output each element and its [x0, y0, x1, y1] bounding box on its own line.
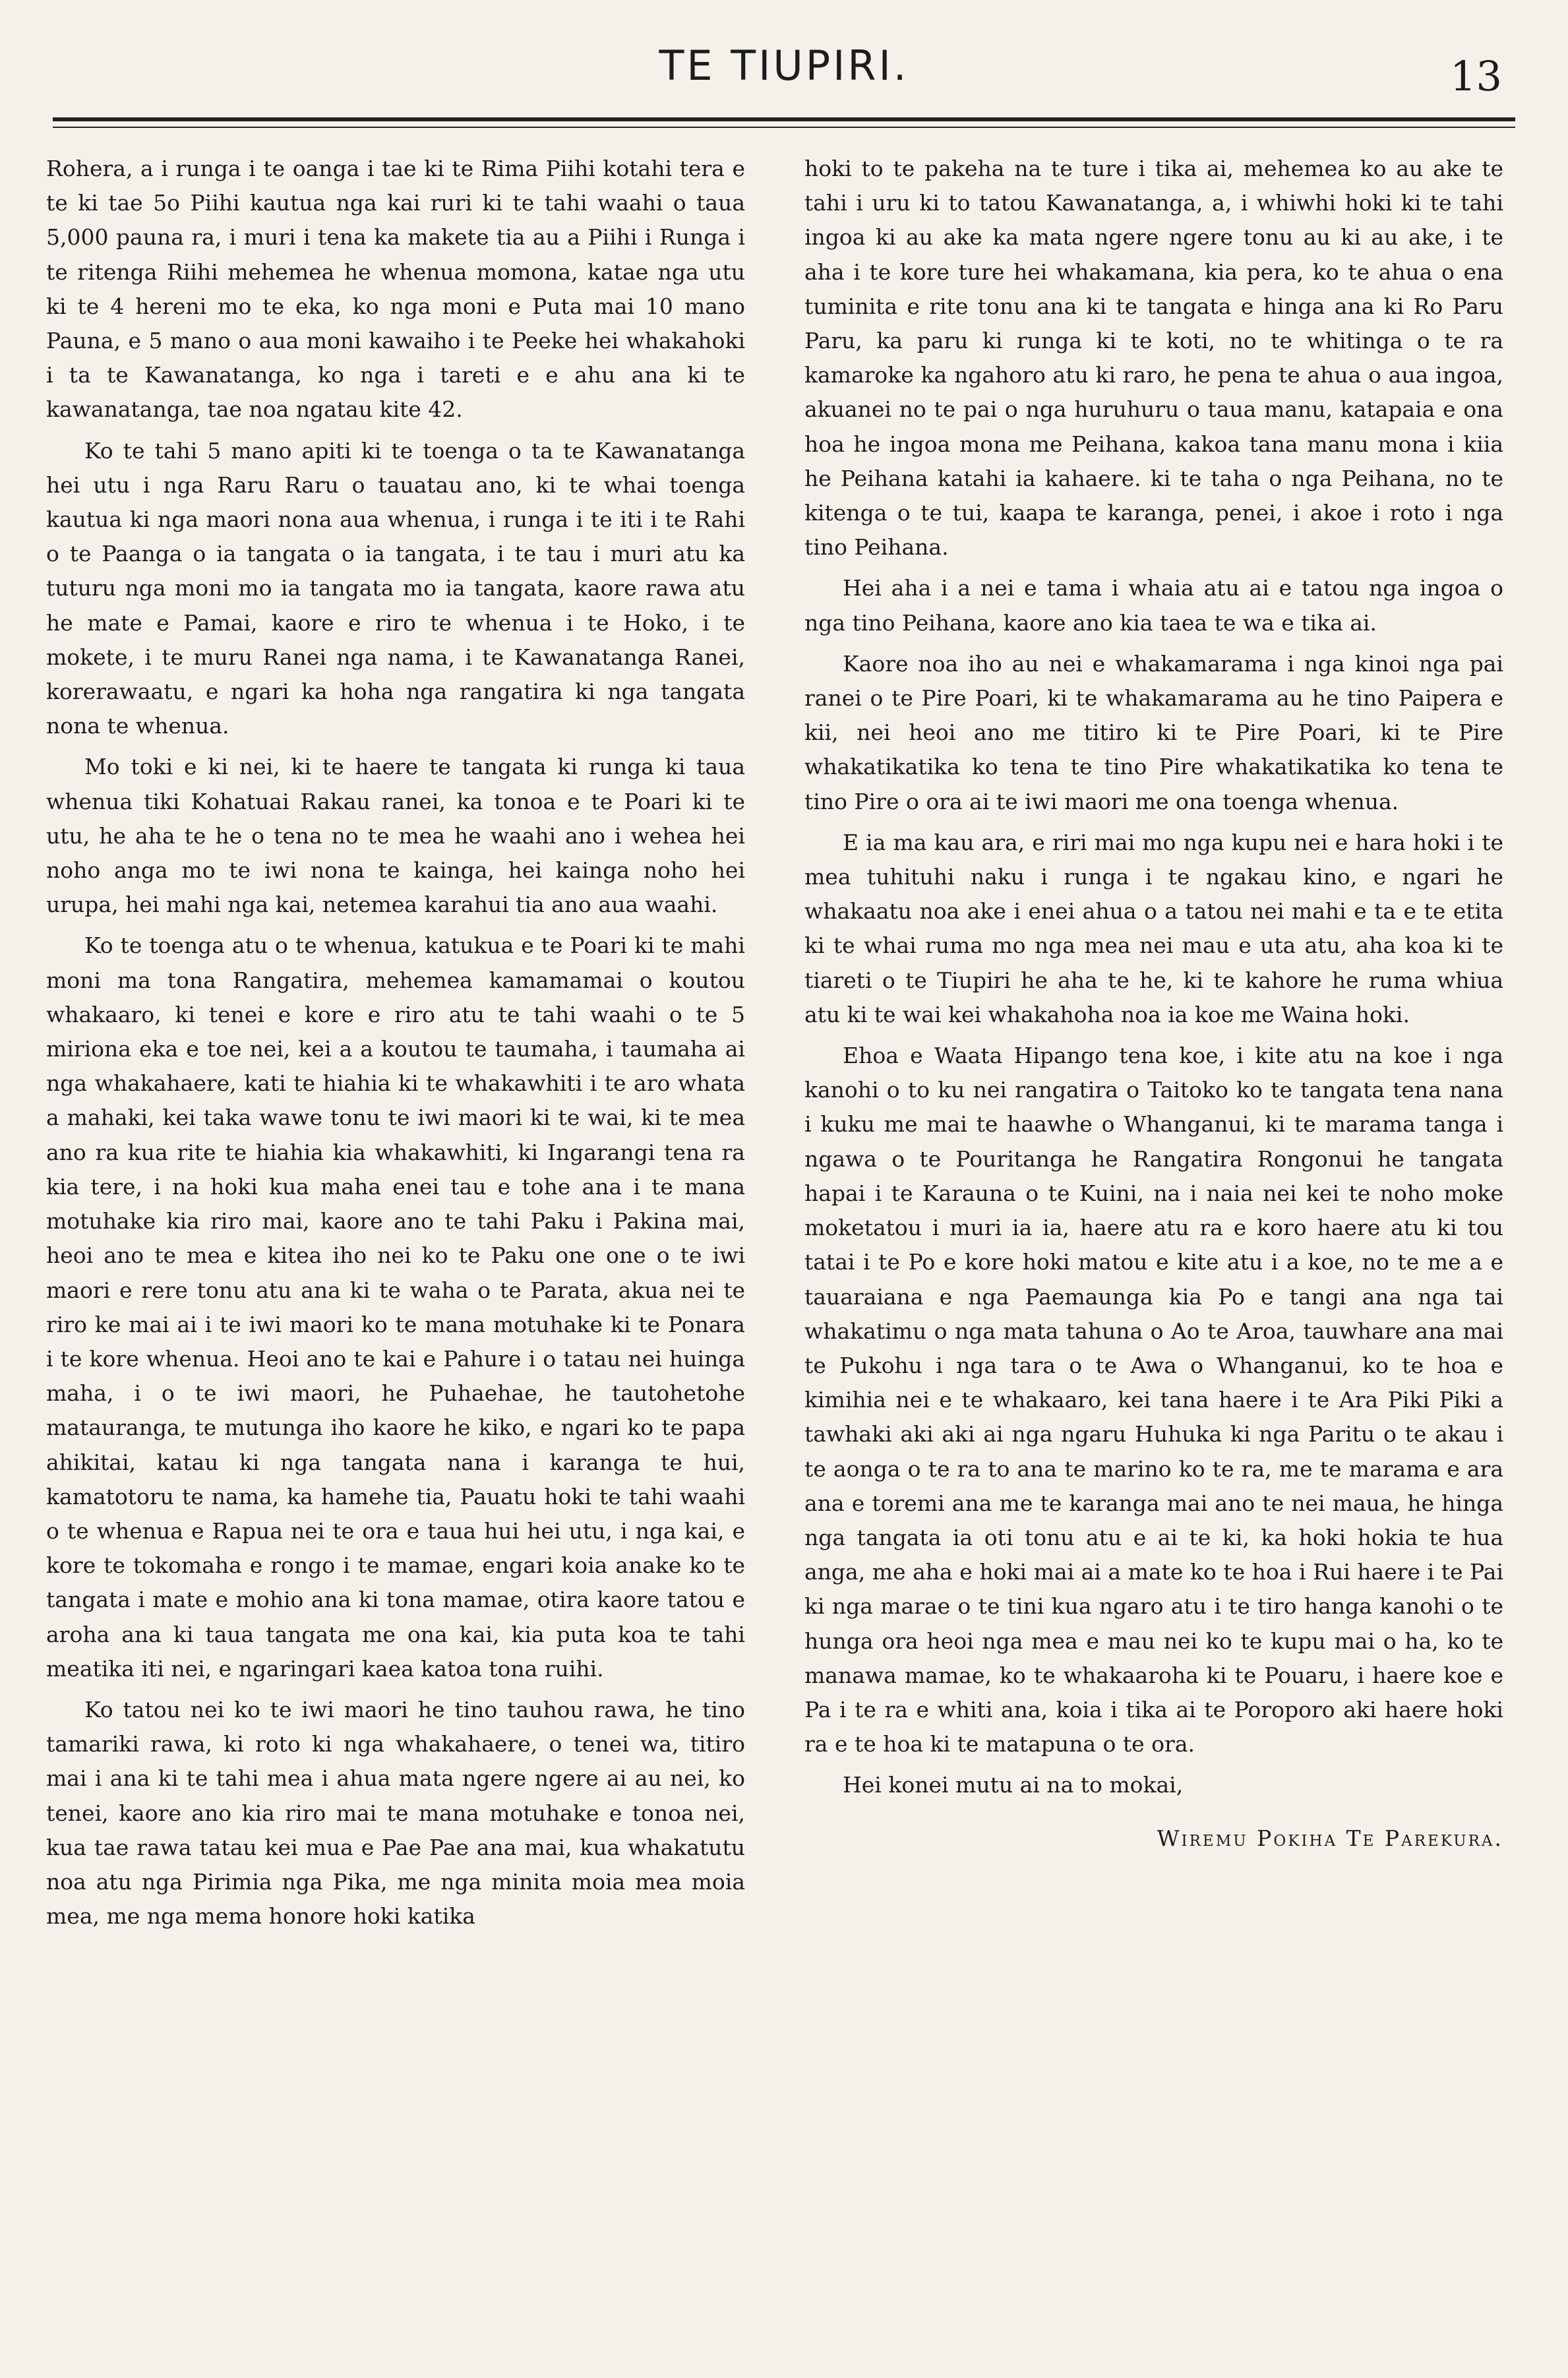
paragraph: Hei aha i a nei e tama i whaia atu ai e tatou nga ingoa o nga tino Peihana, kaore ano kia taea te wa e tika ai. [804, 575, 1503, 636]
paragraph: Ko tatou nei ko te iwi maori he tino tauhou rawa, he tino tamariki rawa, ki roto ki nga whakahaere, o tenei wa, titiro mai i ana ki te tahi mea i ahua mata ngere ngere ai au nei, ko tenei, kaore ano kia riro mai te mana motuhake e tonoa nei, kua tae rawa tatau kei mua e Pae Pae ana mai, kua whakatutu noa atu nga Pirimia nga Pika, me nga minita moia mea moia mea, me nga mema honore hoki katika [46, 1696, 745, 1930]
left-column [46, 152, 745, 1940]
page-number: 13 [1450, 52, 1502, 100]
paragraph: Mo toki e ki nei, ki te haere te tangata ki runga ki taua whenua tiki Kohatuai Rakau ranei, ka tonoa e te Poari ki te utu, he aha te he o tena no te mea he waahi ano i wehea hei noho anga mo te iwi nona te kainga, hei kainga noho hei urupa, hei mahi nga kai, netemea karahui tia ano aua waahi. [46, 754, 745, 918]
right-column [804, 152, 1503, 1856]
paragraph: Ko te tahi 5 mano apiti ki te toenga o ta te Kawanatanga hei utu i nga Raru Raru o tauatau ano, ki te whai toenga kautua ki nga maori nona aua whenua, i runga i te iti i te Rahi o te Paanga o ia tangata o ia tangata, i te tau i muri atu ka tuturu nga moni mo ia tangata mo ia tangata, kaore rawa atu he mate e Pamai, kaore e riro te whenua i te Hoko, i te mokete, i te muru Ranei nga nama, i te Kawanatanga Ranei, korerawaatu, e ngari ka hoha nga rangatira ki nga tangata nona te whenua. [46, 437, 745, 739]
paragraph: hoki to te pakeha na te ture i tika ai, mehemea ko au ake te tahi i uru ki to tatou Kawanatanga, a, i whiwhi hoki ki te tahi ingoa ki au ake ka mata ngere ngere tonu au ki au ake, i te aha i te kore ture hei whakamana, kia pera, ko te ahua o ena tuminita e rite tonu ana ki te tangata e hinga ana ki Ro Paru Paru, ka paru ki runga ki te koti, no te whitinga o te ra kamaroke ka ngahoro atu ki raro, he pena te ahua o aua ingoa, akuanei no te pai o nga huruhuru o taua manu, katapaia e ona hoa he ingoa mona me Peihana, kakoa tana manu mona i kiia he Peihana katahi ia kahaere. ki te taha o nga Peihana, no te kitenga o te tui, kaapa te karanga, penei, i akoe i roto i nga tino Peihana. [804, 156, 1503, 561]
closing-line: Hei konei mutu ai na to mokai, [843, 1772, 1184, 1798]
author-signature: Wiremu Pokiha Te Parekura. [1157, 1825, 1503, 1851]
paragraph: Ehoa e Waata Hipango tena koe, i kite atu na koe i nga kanohi o to ku nei rangatira o Taitoko ko te tangata tena nana i kuku me mai te haawhe o Whanganui, ki te marama tanga i ngawa o te Pouritanga he Rangatira Rongonui he tangata hapai i te Karauna o te Kuini, na i naia nei kei te noho moke moketatou i muri ia ia, haere atu ra e koro haere atu ki tou tatai i te Po e kore hoki matou e kite atu i a koe, no te me a e tauaraiana e nga Paemaunga kia Po e tangi ana nga tai whakatimu o nga mata tahuna o Ao te Aroa, tauwhare ana mai te Pukohu i nga tara o te Awa o Whanganui, ko te hoa e kimihia nei e te whakaaro, kei tana haere i te Ara Piki Piki a tawhaki aki aki ai nga ngaru Huhuka ki nga Paritu o te akau i te aonga o te ra to ana te marino ko te ra, me te marama e ara ana e toremi ana me te karanga mai ano te nei maua, he hinga nga tangata ia oti tonu atu e ai te ki, ka hoki hokia te hua anga, me aha e hoki mai ai a mate ko te hoa i Rui haere i te Pai ki nga marae o te tini kua ngaro atu i te tiro hanga kanohi o te hunga ora heoi nga mea e mau nei ko te kupu mai o ha, ko te manawa mamae, ko te whakaaroha ki te Pouaru, i haere koe e Pa i te ra e whiti ana, koia i tika ai te Poroporo aki haere hoki ra e te hoa ki te matapuna o te ora. [804, 1043, 1503, 1757]
paragraph: E ia ma kau ara, e riri mai mo nga kupu nei e hara hoki i te mea tuhituhi naku i runga i te ngakau kino, e ngari he whakaatu noa ake i enei ahua o a tatou nei mahi e ta e te etita ki te whai ruma mo nga mea nei mau e uta atu, aha koa ki te tiareti o te Tiupiri he aha te he, ki te kahore he ruma whiua atu ki te wai kei whakahoha noa ia koe me Waina hoki. [804, 829, 1503, 1027]
paragraph: Rohera, a i runga i te oanga i tae ki te Rima Piihi kotahi tera e te ki tae 5o Piihi kautua nga kai ruri ki te tahi waahi o taua 5,000 pauna ra, i muri i tena ka makete tia au a Piihi i Runga i te ritenga Riihi mehemea he whenua momona, katae nga utu ki te 4 hereni mo te eka, ko nga moni e Puta mai 10 mano Pauna, e 5 mano o aua moni kawaiho i te Peeke hei whakahoki i ta te Kawanatanga, ko nga i tareti e e ahu ana ki te kawanatanga, tae noa ngatau kite 42. [46, 156, 745, 423]
page-header [53, 33, 1515, 112]
header-rule-thick [53, 117, 1515, 121]
newspaper-title: TE TIUPIRI. [659, 42, 909, 90]
paragraph: Kaore noa iho au nei e whakamarama i nga kinoi nga pai ranei o te Pire Poari, ki te whakamarama au he tino Paipera e kii, nei heoi ano me titiro ki te Pire Poari, ki te Pire whakatikatika ko tena te tino Pire whakatikatika ko tena te tino Pire o ora ai te iwi maori me ona toenga whenua. [804, 650, 1503, 814]
paragraph: Ko te toenga atu o te whenua, katukua e te Poari ki te mahi moni ma tona Rangatira, mehemea kamamamai o koutou whakaaro, ki tenei e kore e riro atu te tahi waahi o te 5 miriona eka e toe nei, kei a a koutou te taumaha, i taumaha ai nga whakahaere, kati te hiahia ki te whakawhiti i te aro whata a mahaki, kei taka wawe tonu te iwi maori ki te wai, ki te mea ano ra kua rite te hiahia kia whakawhiti, ki Ingarangi tena ra kia tere, i na hoki kua maha enei tau e tohe ana i te mana motuhake kia riro mai, kaore ano te tahi Paku i Pakina mai, heoi ano te mea e kitea iho nei ko te Paku one one o te iwi maori e rere tonu atu ana ki te waha o te Parata, akua nei te riro ke mai ai i te iwi maori ko te mana motuhake ki te Ponara i te kore whenua. Heoi ano te kai e Pahure i o tatau nei huinga maha, i o te iwi maori, he Puhaehae, he tautohetohe matauranga, te mutunga iho kaore he kiko, e ngari ko te papa ahikitai, katau ki nga tangata nana i karanga te hui, kamatotoru te nama, ka hamehe tia, Pauatu hoki te tahi waahi o te whenua e Rapua nei te ora e taua hui hei utu, i nga kai, e kore te tokomaha e rongo i te mamae, engari koia anake ko te tangata i mate e mohio ana ki tona mamae, otira kaore tatou e aroha ana ki taua tangata me ona kai, kia puta koa te tahi meatika iti nei, e ngaringari kaea katoa tona ruihi. [46, 932, 745, 1682]
header-rule-thin [53, 127, 1515, 128]
